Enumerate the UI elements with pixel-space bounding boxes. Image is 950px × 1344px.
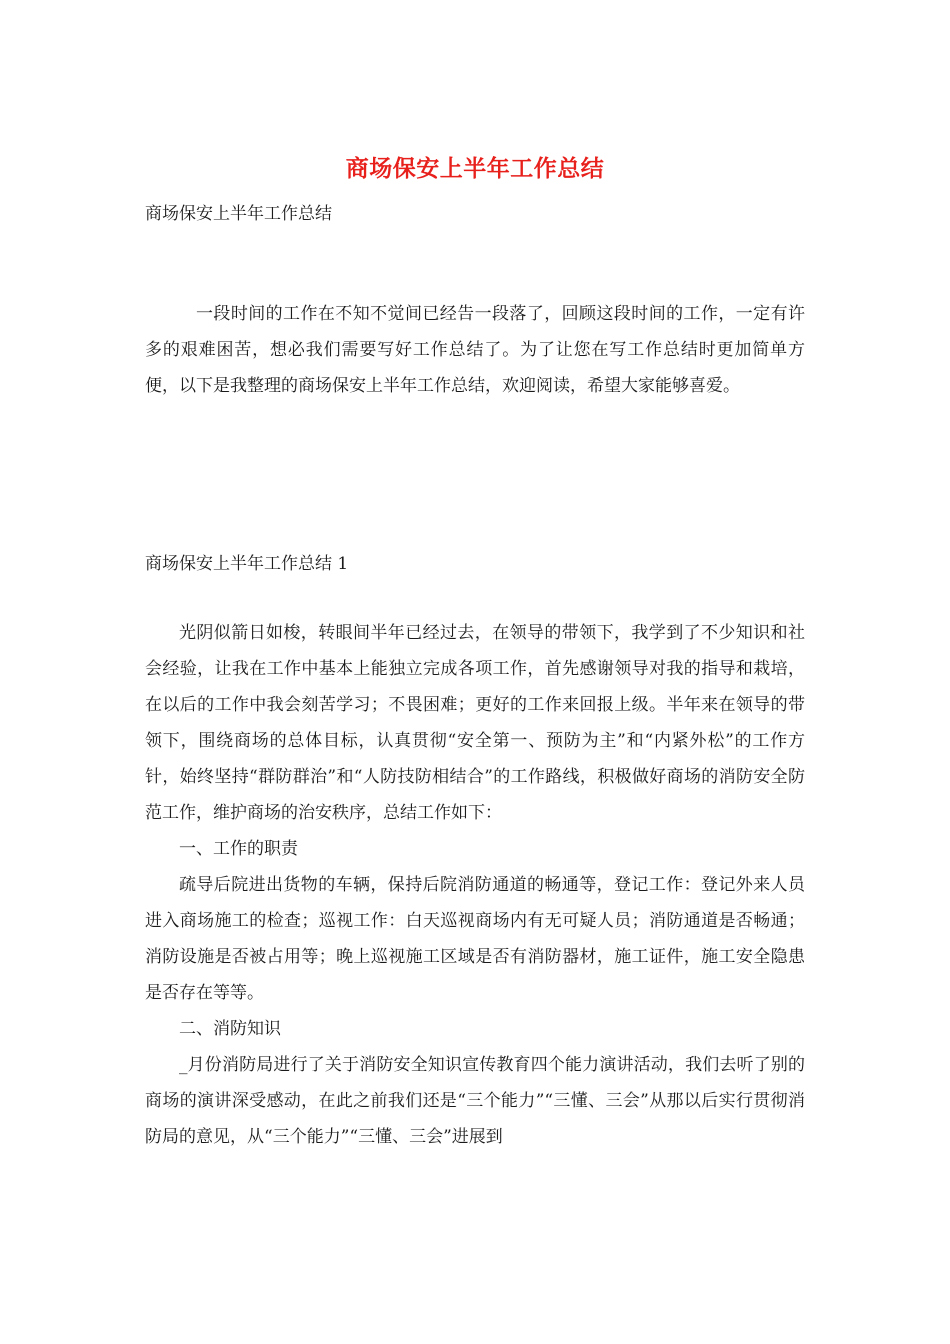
intro-paragraph: 一段时间的工作在不知不觉间已经告一段落了，回顾这段时间的工作，一定有许多的艰难困苦，想必我们需要写好工作总结了。为了让您在写工作总结时更加简单方便，以下是我整理的商场保安上半年工作总结，欢迎阅读，希望大家能够喜爱。 xyxy=(145,304,805,396)
paragraph: _月份消防局进行了关于消防安全知识宣传教育四个能力演讲活动，我们去听了别的商场的演讲深受感动，在此之前我们还是“三个能力”“三懂、三会”从那以后实行贯彻消防局的意见，从“三个能力”“三懂、三会”进展到 xyxy=(145,1055,805,1147)
heading-fire-knowledge: 二、消防知识 xyxy=(179,1019,281,1039)
heading-duties: 一、工作的职责 xyxy=(179,839,298,859)
document-subtitle: 商场保安上半年工作总结 xyxy=(145,204,332,224)
paragraph: 疏导后院进出货物的车辆，保持后院消防通道的畅通等，登记工作：登记外来人员进入商场施工的检查；巡视工作：白天巡视商场内有无可疑人员；消防通道是否畅通；消防设施是否被占用等；晚上巡视施工区域是否有消防器材，施工证件，施工安全隐患是否存在等等。 xyxy=(145,875,805,1003)
body-block xyxy=(145,615,805,1155)
section-title: 商场保安上半年工作总结 1 xyxy=(145,554,349,574)
paragraph: 光阴似箭日如梭，转眼间半年已经过去，在领导的带领下，我学到了不少知识和社会经验，让我在工作中基本上能独立完成各项工作，首先感谢领导对我的指导和栽培，在以后的工作中我会刻苦学习；不畏困难；更好的工作来回报上级。半年来在领导的带领下，围绕商场的总体目标，认真贯彻“安全第一、预防为主”和“内紧外松”的工作方针，始终坚持“群防群治”和“人防技防相结合”的工作路线，积极做好商场的消防安全防范工作，维护商场的治安秩序，总结工作如下： xyxy=(145,623,805,823)
document-title: 商场保安上半年工作总结 xyxy=(345,155,605,182)
intro-block xyxy=(145,296,805,404)
